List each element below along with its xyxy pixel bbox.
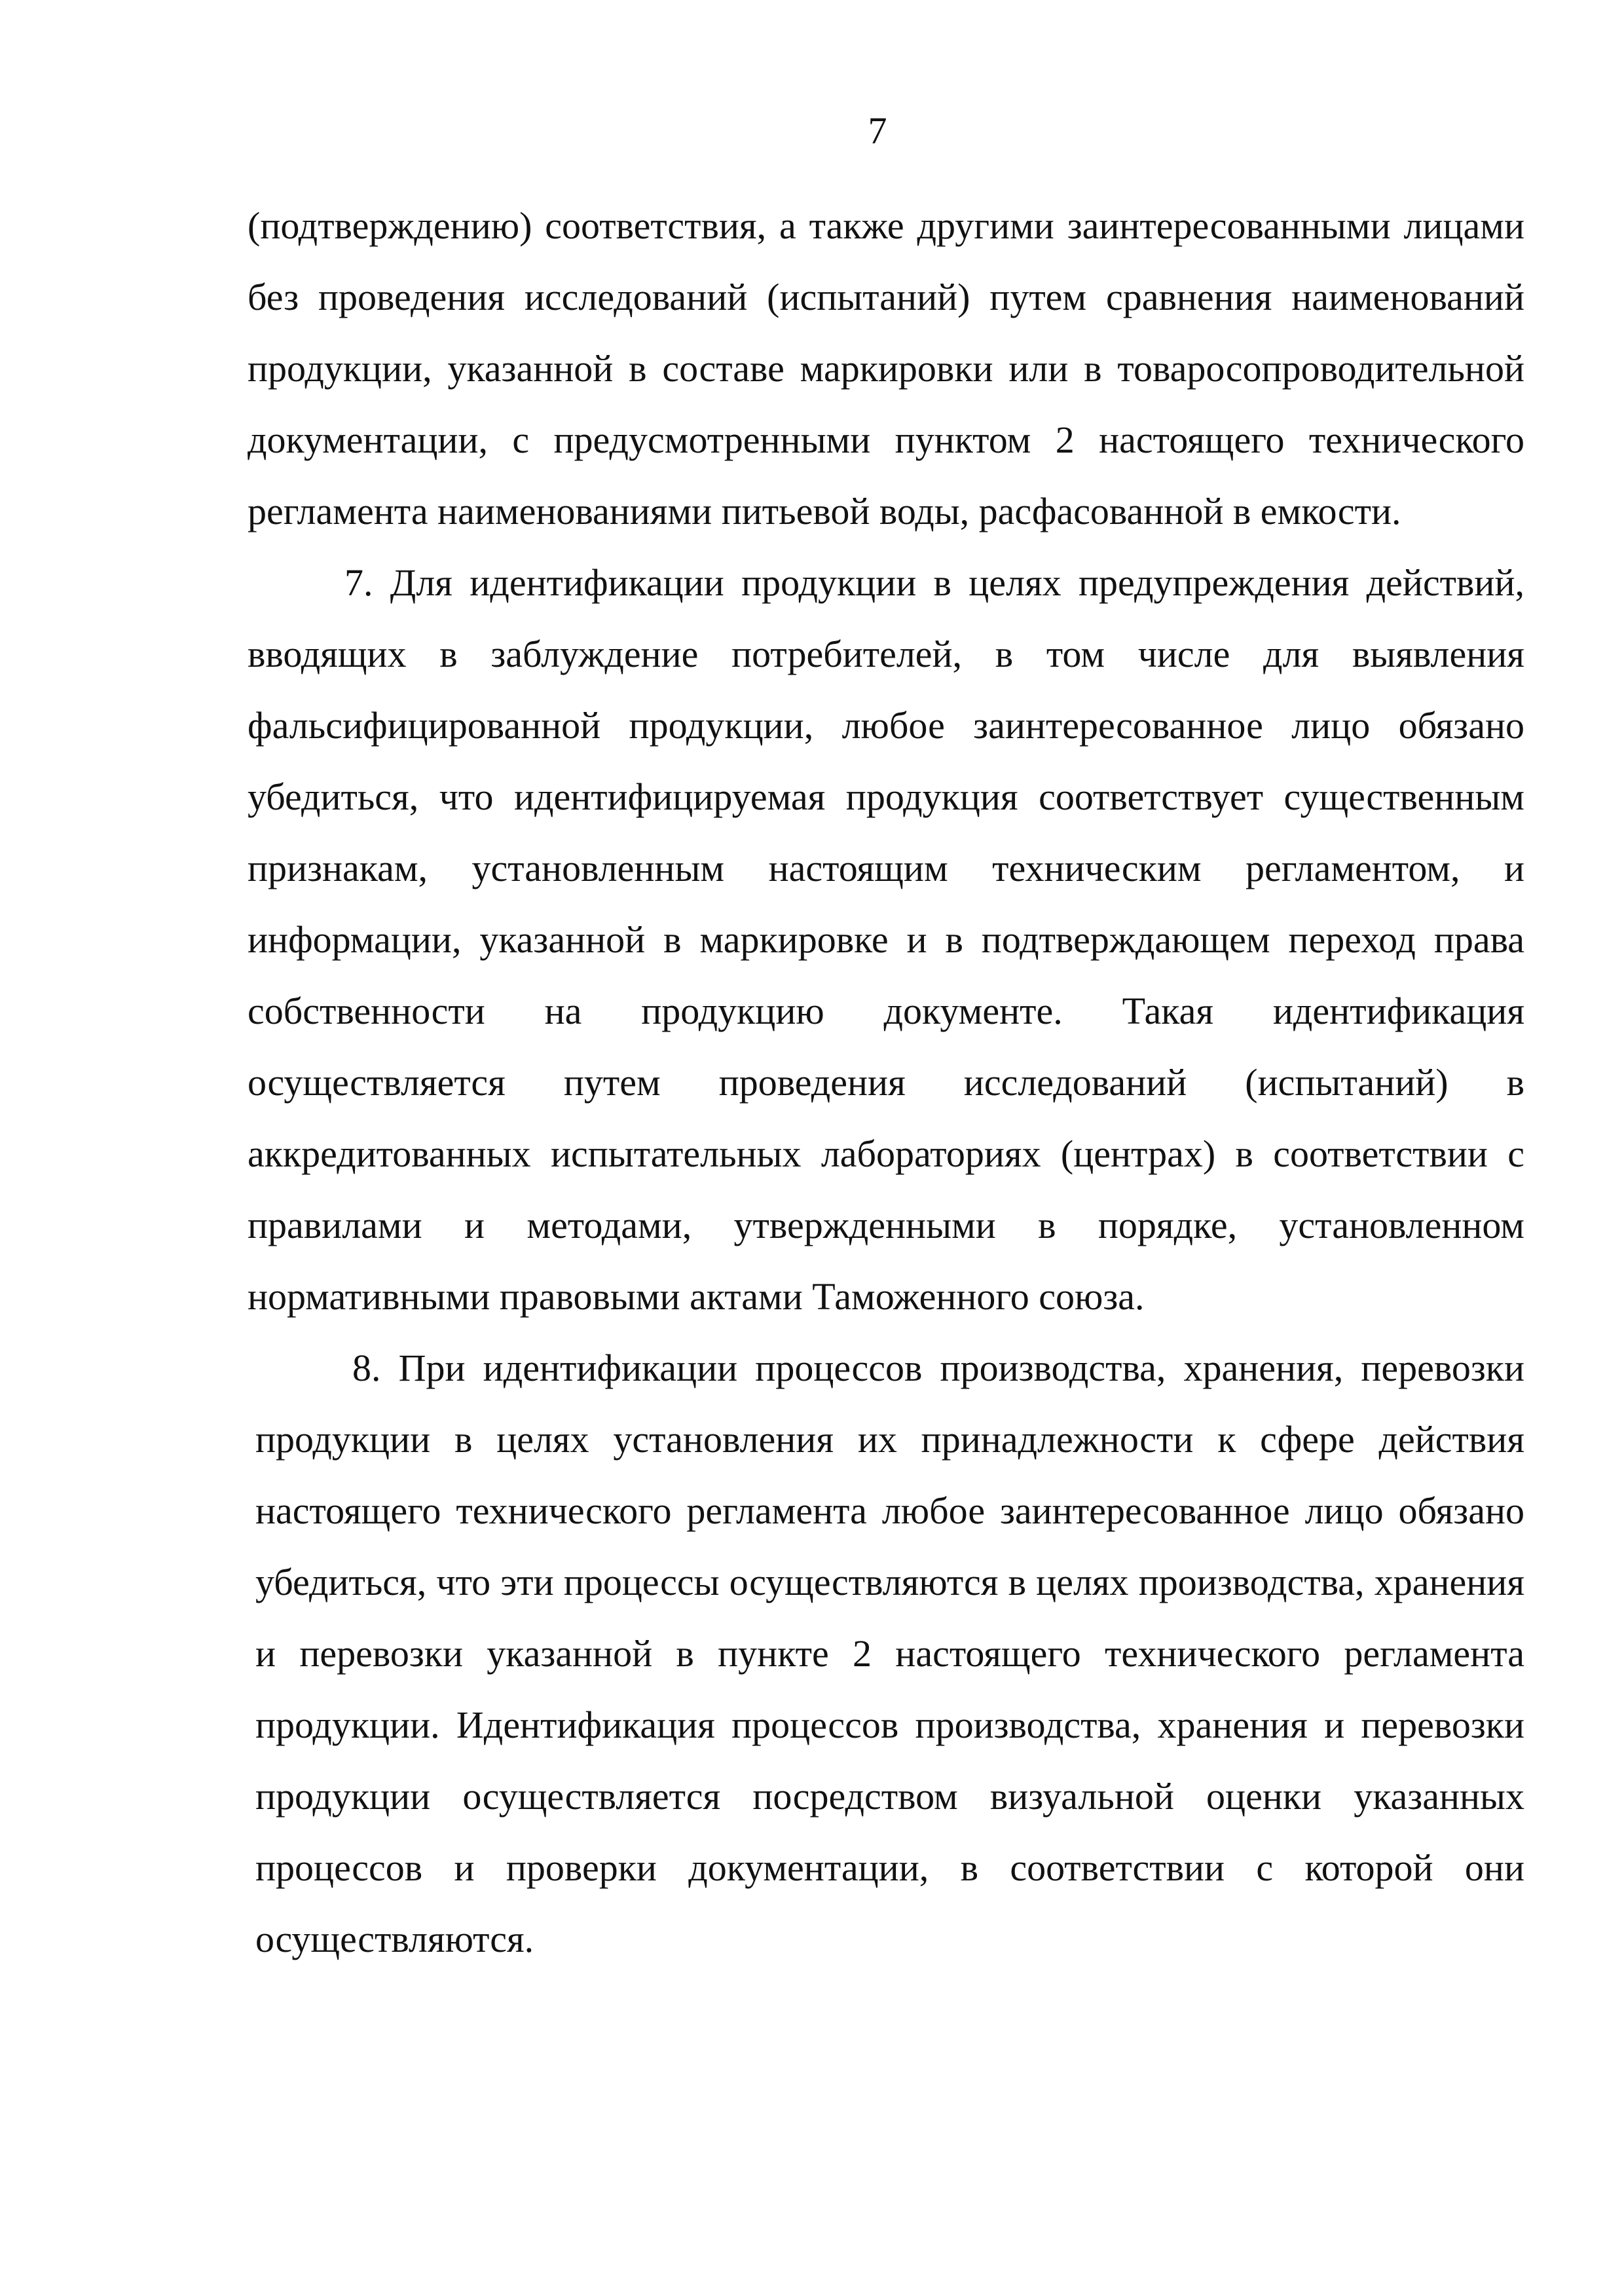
paragraph-8: 8. При идентификации процессов производства, хранения, перевозки продукции в целях установления их принадлежности к сфере действия настоящего технического регламента любое заинтересованное лицо обязано убедиться, что эти процессы осуществляются в целях производства, хранения и перевозки указанной в пункте 2 настоящего технического регламента продукции. Идентификация процессов производства, хранения и перевозки продукции осуществляется посредством визуальной оценки указанных процессов и проверки документации, в соответствии с которой они осуществляются. — [255, 1347, 1524, 1960]
paragraph-continuation: (подтверждению) соответствия, а также другими заинтересованными лицами без проведения исследований (испытаний) путем сравнения наименований продукции, указанной в составе маркировки или в товаросопроводительной документации, с предусмотренными пунктом 2 настоящего технического регламента наименованиями питьевой воды, расфасованной в емкости. — [248, 204, 1524, 532]
paragraph-7: 7. Для идентификации продукции в целях предупреждения действий, вводящих в заблуждение потребителей, в том числе для выявления фальсифицированной продукции, любое заинтересованное лицо обязано убедиться, что идентифицируемая продукция соответствует существенным признакам, установленным настоящим техническим регламентом, и информации, указанной в маркировке и в подтверждающем переход права собственности на продукцию документе. Такая идентификация осуществляется путем проведения исследований (испытаний) в аккредитованных испытательных лабораториях (центрах) в соответствии с правилами и методами, утвержденными в порядке, установленном нормативными правовыми актами Таможенного союза. — [248, 561, 1524, 1318]
page-number: 7 — [868, 109, 887, 152]
document-body — [248, 190, 1524, 1975]
